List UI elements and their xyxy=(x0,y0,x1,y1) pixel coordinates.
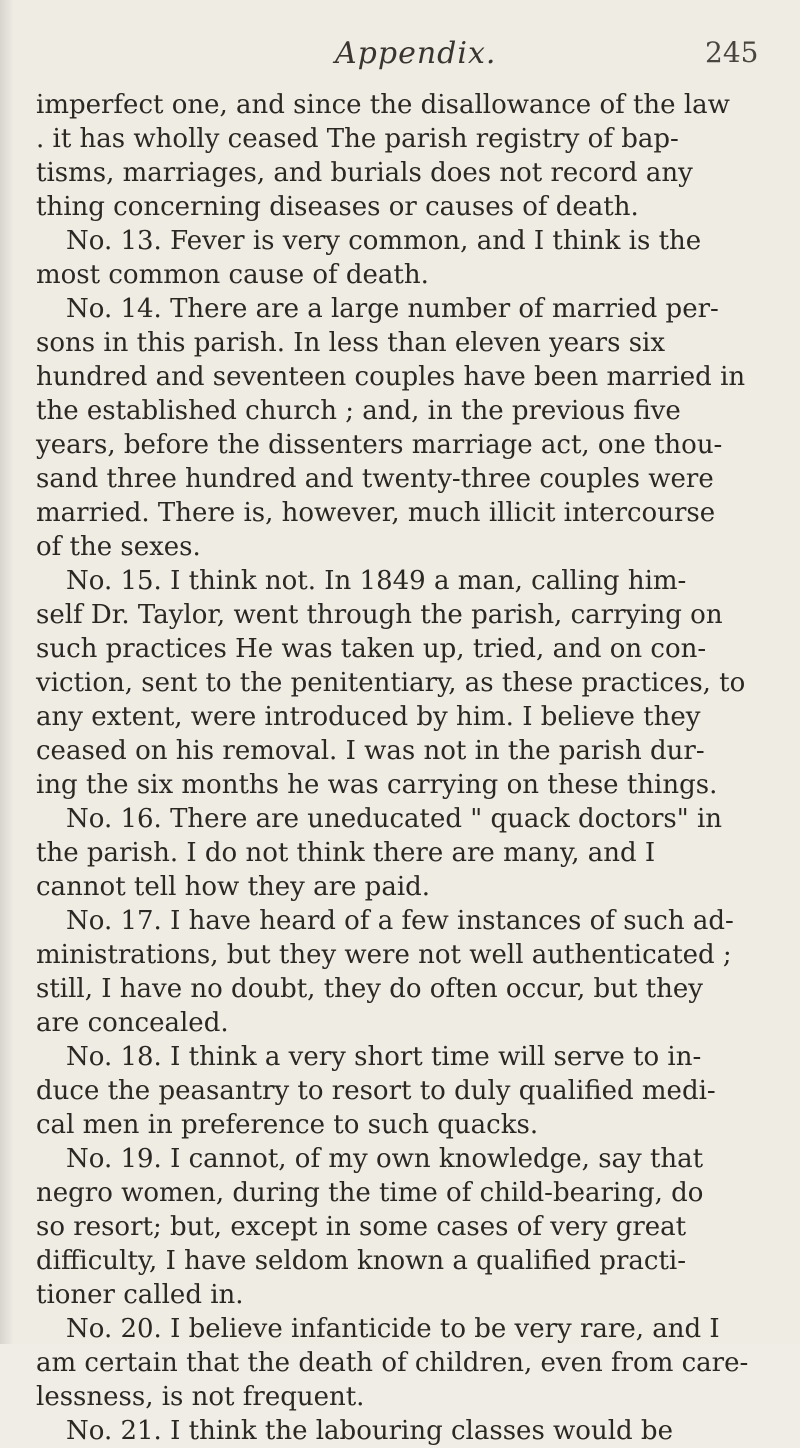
text-line: lessness, is not frequent. xyxy=(36,1382,365,1412)
running-head-title: Appendix. xyxy=(335,36,497,71)
text-line: duce the peasantry to resort to duly qualified medi- xyxy=(36,1076,716,1106)
text-line-paragraph-start: No. 20. I believe infanticide to be very rare, and I xyxy=(66,1314,720,1344)
text-line: cal men in preference to such quacks. xyxy=(36,1110,539,1140)
text-line: married. There is, however, much illicit intercourse xyxy=(36,498,716,528)
text-line: negro women, during the time of child-bearing, do xyxy=(36,1178,704,1208)
text-line: hundred and seventeen couples have been married in xyxy=(36,362,746,392)
text-line: the established church ; and, in the previous five xyxy=(36,396,681,426)
text-line-paragraph-start: No. 21. I think the labouring classes would be xyxy=(66,1416,673,1446)
page-number: 245 xyxy=(705,36,759,69)
text-line: tioner called in. xyxy=(36,1280,244,1310)
running-head xyxy=(0,36,800,76)
text-line: ministrations, but they were not well authenticated ; xyxy=(36,940,732,970)
text-line: of the sexes. xyxy=(36,532,201,562)
text-line: the parish. I do not think there are many, and I xyxy=(36,838,656,868)
text-line: so resort; but, except in some cases of very great xyxy=(36,1212,687,1242)
text-line: sons in this parish. In less than eleven years six xyxy=(36,328,666,358)
text-line: viction, sent to the penitentiary, as these practices, to xyxy=(36,668,746,698)
text-line: cannot tell how they are paid. xyxy=(36,872,431,902)
text-line: . it has wholly ceased The parish registry of bap- xyxy=(36,124,679,154)
body-text xyxy=(36,88,760,1448)
text-line-paragraph-start: No. 16. There are uneducated " quack doctors" in xyxy=(66,804,723,834)
text-line-paragraph-start: No. 13. Fever is very common, and I think is the xyxy=(66,226,702,256)
text-line: such practices He was taken up, tried, and on con- xyxy=(36,634,707,664)
text-line-paragraph-start: No. 14. There are a large number of married per- xyxy=(66,294,719,324)
text-line-paragraph-start: No. 19. I cannot, of my own knowledge, say that xyxy=(66,1144,704,1174)
text-line: self Dr. Taylor, went through the parish, carrying on xyxy=(36,600,723,630)
text-line: still, I have no doubt, they do often occur, but they xyxy=(36,974,703,1004)
text-line: am certain that the death of children, even from care- xyxy=(36,1348,749,1378)
text-line: thing concerning diseases or causes of death. xyxy=(36,192,639,222)
text-line: imperfect one, and since the disallowance of the law xyxy=(36,90,730,120)
text-line: sand three hundred and twenty-three couples were xyxy=(36,464,714,494)
text-line-paragraph-start: No. 17. I have heard of a few instances of such ad- xyxy=(66,906,734,936)
text-line: most common cause of death. xyxy=(36,260,429,290)
text-line: tisms, marriages, and burials does not record any xyxy=(36,158,693,188)
text-line-paragraph-start: No. 15. I think not. In 1849 a man, calling him- xyxy=(66,566,687,596)
text-line: years, before the dissenters marriage act, one thou- xyxy=(36,430,723,460)
text-line: any extent, were introduced by him. I believe they xyxy=(36,702,701,732)
text-line: ing the six months he was carrying on these things. xyxy=(36,770,718,800)
text-line-paragraph-start: No. 18. I think a very short time will serve to in- xyxy=(66,1042,702,1072)
text-line: ceased on his removal. I was not in the parish dur- xyxy=(36,736,705,766)
text-line: difficulty, I have seldom known a qualified practi- xyxy=(36,1246,686,1276)
text-line: are concealed. xyxy=(36,1008,229,1038)
